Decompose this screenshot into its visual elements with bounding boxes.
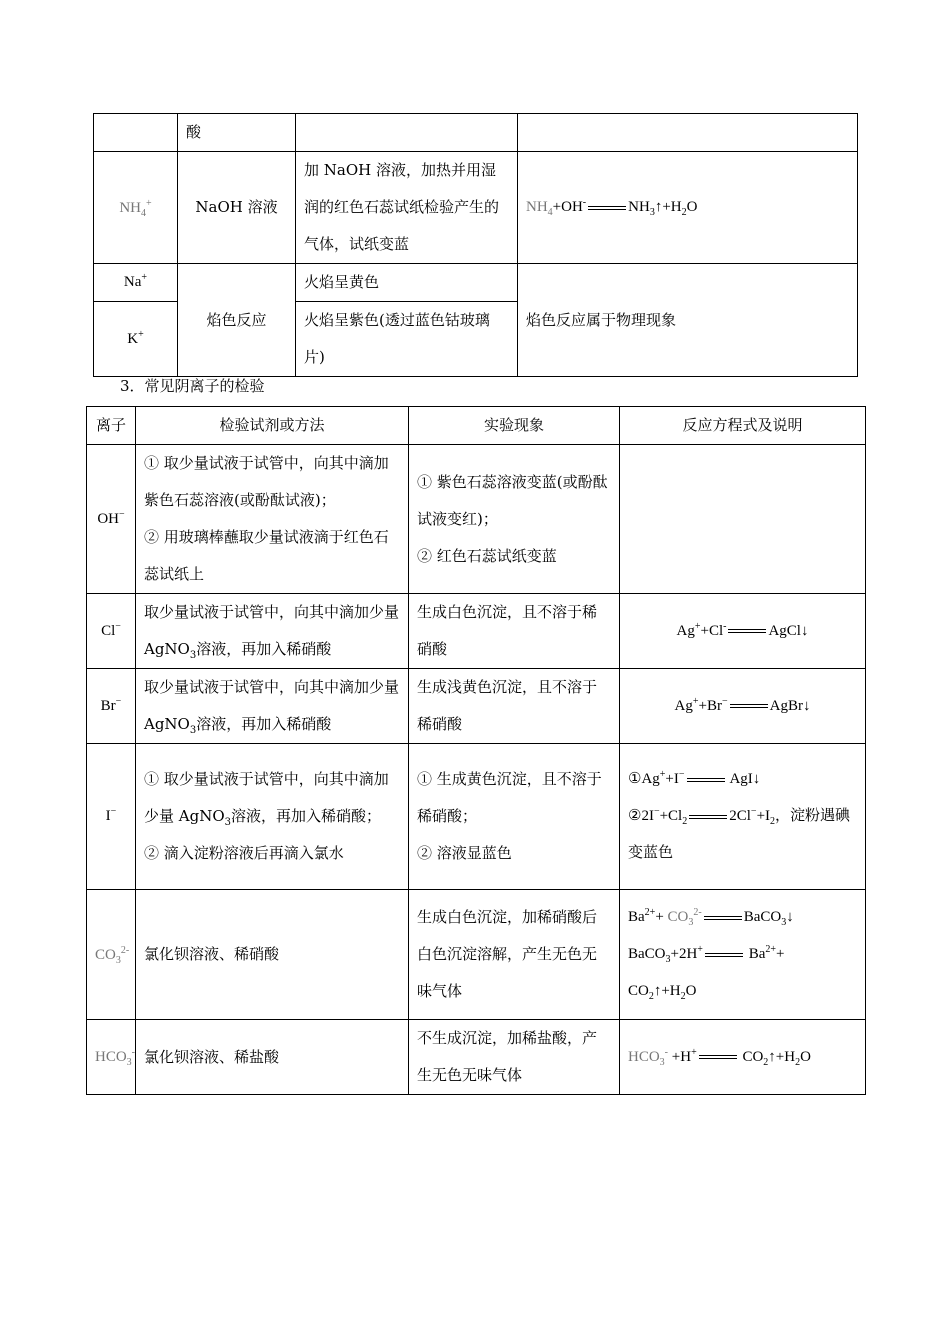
equals-sign	[687, 778, 725, 782]
reagent-cell: NaOH 溶液	[178, 152, 296, 264]
equation-cell: ①Ag++I− AgI↓ $②2I^-+Cl_2$ $2Cl^-+I_2$，淀粉遇碘变蓝色	[620, 744, 866, 890]
phenomenon-cell: 加 NaOH 溶液，加热并用湿润的红色石蕊试纸检验产生的气体，试纸变蓝	[296, 152, 518, 264]
equals-sign	[704, 916, 742, 920]
ion-cell: $CO_3^{2-}$	[87, 890, 136, 1020]
table-row	[87, 594, 866, 669]
ion-cell: Br−	[87, 669, 136, 744]
ion-cell: Cl−	[87, 594, 136, 669]
method-cell: 氯化钡溶液、稀硝酸	[136, 890, 409, 1020]
column-header: 反应方程式及说明	[620, 407, 866, 445]
method-cell: 取少量试液于试管中，向其中滴加少量 AgNO$_3$溶液，再加入稀硝酸	[136, 669, 409, 744]
table-row	[94, 152, 858, 264]
equals-sign	[730, 704, 768, 708]
equals-sign	[588, 206, 626, 210]
section-heading: 3．常见阴离子的检验	[120, 377, 265, 395]
table-row	[87, 744, 866, 890]
method-cell: ① 取少量试液于试管中，向其中滴加少量 AgNO$_3$溶液，再加入稀硝酸； ② 滴入淀粉溶液后再滴入氯水	[136, 744, 409, 890]
table-header-row	[87, 407, 866, 445]
equation-cell: $Ba^{2+}+ CO_3^{2-}$ BaCO$_3$↓ BaCO$_3$+2H+ $Ba^{2+}+$ $CO_2↑+H_2O$	[620, 890, 866, 1020]
column-header: 检验试剂或方法	[136, 407, 409, 445]
column-header: 实验现象	[409, 407, 620, 445]
equation-cell: Ag++Cl- AgCl↓	[620, 594, 866, 669]
ion-cell: K+	[94, 302, 178, 377]
equation-cell: Ag++Br− AgBr↓	[620, 669, 866, 744]
phenomenon-cell: 火焰呈黄色	[296, 264, 518, 302]
phenomenon-cell: 火焰呈紫色(透过蓝色钴玻璃片)	[296, 302, 518, 377]
table-row	[94, 114, 858, 152]
ion-cell: I−	[87, 744, 136, 890]
table-row	[87, 890, 866, 1020]
phenomenon-cell: ① 生成黄色沉淀，且不溶于稀硝酸； ② 溶液显蓝色	[409, 744, 620, 890]
phenomenon-cell: 生成白色沉淀，且不溶于稀硝酸	[409, 594, 620, 669]
anion-test-table	[86, 406, 866, 1095]
note-cell: 焰色反应属于物理现象	[518, 264, 858, 377]
column-header: 离子	[87, 407, 136, 445]
equals-sign	[705, 953, 743, 957]
ion-cell: OH−	[87, 445, 136, 594]
equals-sign	[699, 1055, 737, 1059]
method-cell: 取少量试液于试管中，向其中滴加少量 AgNO$_3$溶液，再加入稀硝酸	[136, 594, 409, 669]
ion-cell: $NH_4^+$	[94, 152, 178, 264]
table-row	[94, 264, 858, 302]
ion-cell: $HCO_3^-$	[87, 1020, 136, 1095]
equation-cell: $NH_4+OH^-$ $NH_3↑+H_2O$	[518, 152, 858, 264]
ion-cell: Na+	[94, 264, 178, 302]
equals-sign	[689, 815, 727, 819]
table-row	[87, 669, 866, 744]
phenomenon-cell: 不生成沉淀，加稀盐酸，产生无色无味气体	[409, 1020, 620, 1095]
reagent-cell: 酸	[178, 114, 296, 152]
table-row	[87, 445, 866, 594]
cation-test-table-continued	[93, 113, 858, 377]
equals-sign	[728, 629, 766, 633]
method-cell: 氯化钡溶液、稀盐酸	[136, 1020, 409, 1095]
equation-cell: $HCO_3^- +H^+$ $CO_2↑+H_2O$	[620, 1020, 866, 1095]
phenomenon-cell: ① 紫色石蕊溶液变蓝(或酚酞试液变红)； ② 红色石蕊试纸变蓝	[409, 445, 620, 594]
reagent-cell: 焰色反应	[178, 264, 296, 377]
phenomenon-cell: 生成浅黄色沉淀，且不溶于稀硝酸	[409, 669, 620, 744]
method-cell: ① 取少量试液于试管中，向其中滴加紫色石蕊溶液(或酚酞试液)； ② 用玻璃棒蘸取少量试液滴于红色石蕊试纸上	[136, 445, 409, 594]
phenomenon-cell: 生成白色沉淀，加稀硝酸后白色沉淀溶解，产生无色无味气体	[409, 890, 620, 1020]
table-row	[87, 1020, 866, 1095]
